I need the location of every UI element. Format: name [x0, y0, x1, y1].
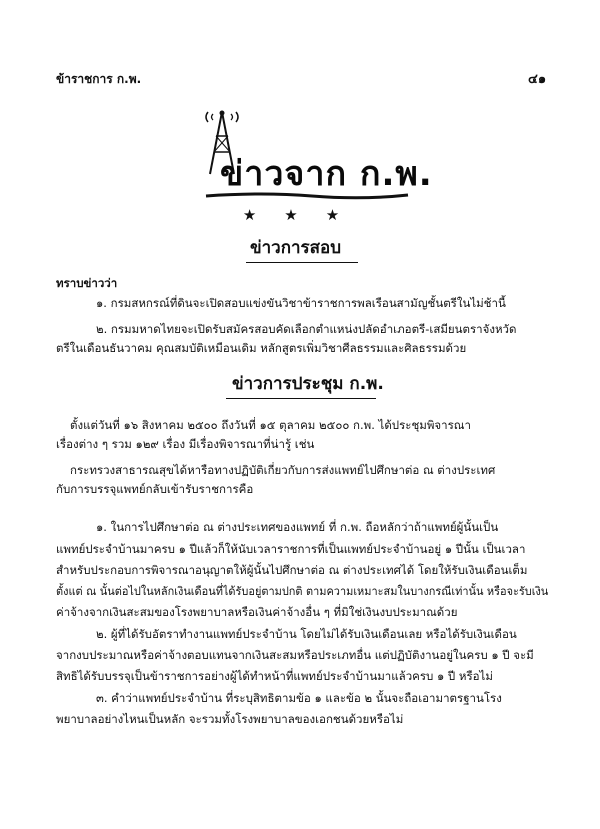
page-number: ๔๑ — [528, 72, 547, 87]
paragraph-line: ตั้งแต่ ณ นั้นต่อไปในหลักเงินเดือนที่ได้รับอยู่ตามปกติ ตามความเหมาะสมในบางกรณีเท่านั้น หรือจะรับเงิน — [56, 584, 549, 598]
section-heading-meeting: ข่าวการประชุม ก.พ. — [232, 374, 384, 394]
star-ornament: ★★★ — [242, 206, 368, 224]
paragraph-line: เรื่องต่าง ๆ รวม ๑๒๙ เรื่อง มีเรื่องพิจารณาที่น่ารู้ เช่น — [56, 437, 315, 451]
masthead-title: ข่าวจาก ก.พ. — [220, 154, 433, 194]
exam-item: ๑. กรมสหกรณ์ที่ดินจะเปิดสอบแข่งขันวิชาข้าราชการพลเรือนสามัญชั้นตรีในไม่ช้านี้ — [96, 296, 506, 310]
paragraph-line: ตั้งแต่วันที่ ๑๖ สิงหาคม ๒๕๐๐ ถึงวันที่ ๑๕ ตุลาคม ๒๕๐๐ ก.พ. ได้ประชุมพิจารณา — [70, 418, 471, 432]
paragraph-line: ๓. คำว่าแพทย์ประจำบ้าน ที่ระบุสิทธิตามข้อ ๑ และข้อ ๒ นั้นจะถือเอามาตรฐานโรง — [96, 691, 502, 705]
masthead-underline — [202, 190, 412, 202]
paragraph-line: ๑. ในการไปศึกษาต่อ ณ ต่างประเทศของแพทย์ ที่ ก.พ. ถือหลักว่าถ้าแพทย์ผู้นั้นเป็น — [96, 520, 499, 534]
heading-underline — [226, 398, 376, 399]
paragraph-line: กับการบรรจุแพทย์กลับเข้ารับราชการคือ — [56, 482, 254, 496]
exam-item-continuation: ตรีในเดือนธันวาคม คุณสมบัติเหมือนเดิม หลักสูตรเพิ่มวิชาศีลธรรมและศิลธรรมด้วย — [56, 341, 467, 355]
paragraph-line: ค่าจ้างจากเงินสะสมของโรงพยาบาลหรือเงินค่าจ้างอื่น ๆ ที่มิใช่เงินงบประมาณด้วย — [56, 605, 458, 619]
paragraph-line: สำหรับประกอบการพิจารณาอนุญาตให้ผู้นั้นไปศึกษาต่อ ณ ต่างประเทศได้ โดยให้รับเงินเดือนเต็ม — [56, 563, 528, 577]
paragraph-line: พยาบาลอย่างไหนเป็นหลัก จะรวมทั้งโรงพยาบาลของเอกชนด้วยหรือไม่ — [56, 712, 404, 726]
intro-text: ทราบข่าวว่า — [56, 276, 118, 290]
running-head: ข้าราชการ ก.พ. — [56, 72, 142, 86]
paragraph-line: กระทรวงสาธารณสุขได้หารือทางปฏิบัติเกี่ยวกับการส่งแพทย์ไปศึกษาต่อ ณ ต่างประเทศ — [70, 463, 496, 477]
paragraph-line: ๒. ผู้ที่ได้รับอัตราทำงานแพทย์ประจำบ้าน โดยไม่ได้รับเงินเดือนเลย หรือได้รับเงินเดือน — [96, 627, 517, 641]
paragraph-line: แพทย์ประจำบ้านมาครบ ๑ ปีแล้วก็ให้นับเวลาราชการที่เป็นแพทย์ประจำบ้านอยู่ ๑ ปีนั้น เป็นเวลา — [56, 542, 526, 556]
section-heading-exams: ข่าวการสอบ — [250, 238, 342, 258]
masthead — [202, 108, 433, 200]
exam-item: ๒. กรมมหาดไทยจะเปิดรับสมัครสอบคัดเลือกตำแหน่งปลัดอำเภอตรี-เสมียนตราจังหวัด — [96, 322, 517, 336]
paragraph-line: จากงบประมาณหรือค่าจ้างตอบแทนจากเงินสะสมหรือประเภทอื่น แต่ปฏิบัติงานอยู่ในครบ ๑ ปี จะมี — [56, 648, 534, 662]
paragraph-line: สิทธิได้รับบรรจุเป็นข้าราชการอย่างผู้ได้ทำหน้าที่แพทย์ประจำบ้านมาแล้วครบ ๑ ปี หรือไม่ — [56, 669, 493, 683]
heading-underline — [246, 262, 358, 263]
